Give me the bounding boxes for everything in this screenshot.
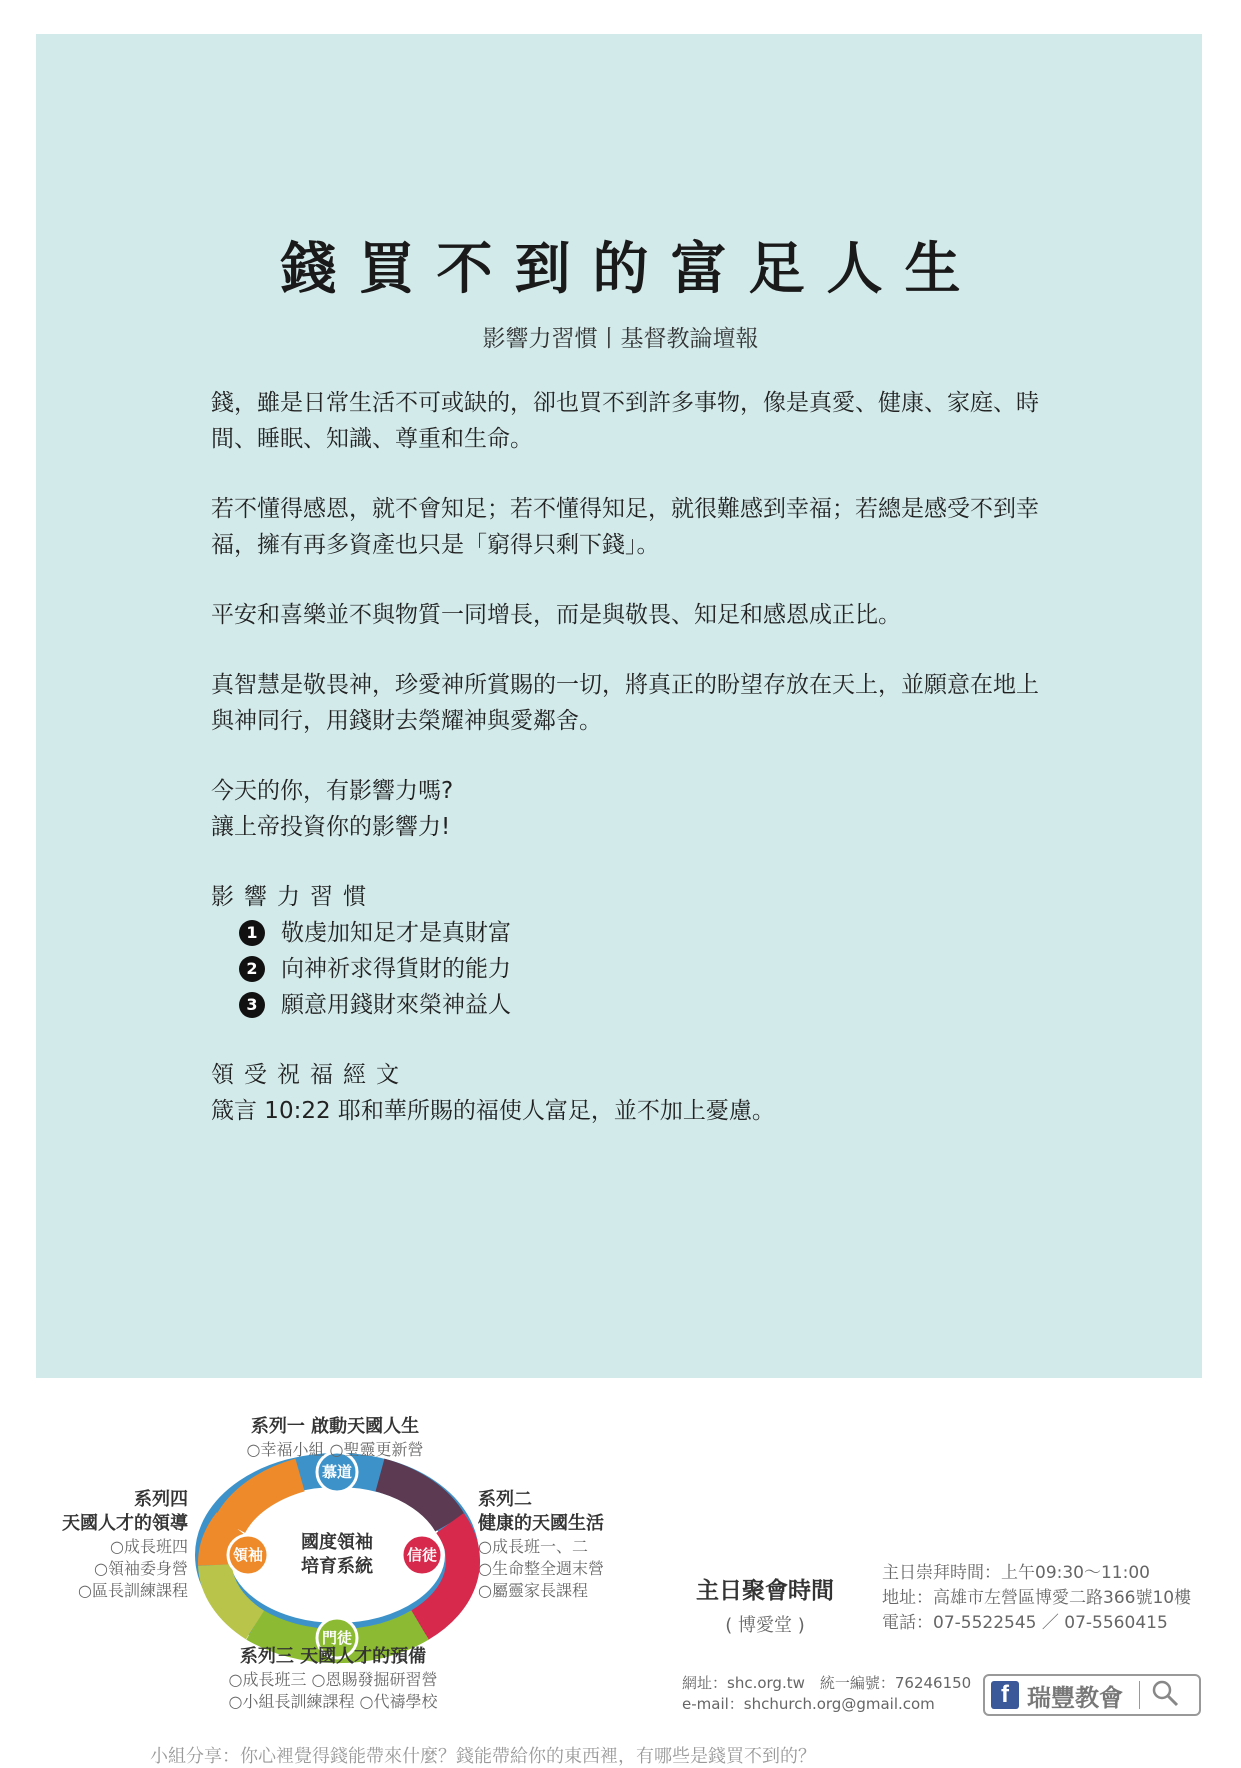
verse-section [211,1057,1041,1129]
center-line2: 培育系統 [301,1556,373,1577]
series-three [208,1645,458,1713]
paragraph: 錢，雖是日常生活不可或缺的，卻也買不到許多事物，像是真愛、健康、家庭、時間、睡眠、知識、尊重和生命。 [211,390,1039,452]
series-two [478,1488,604,1602]
web-info [682,1673,971,1715]
series-four-item: ○區長訓練課程 [78,1581,188,1600]
facebook-icon: f [991,1681,1019,1709]
ring-label-left: 領袖 [232,1546,264,1564]
facebook-search-box[interactable] [983,1674,1201,1716]
church-info [882,1561,1191,1636]
meeting-title: 主日聚會時間 [696,1578,834,1604]
ring-label-bottom: 門徒 [321,1629,353,1647]
paragraph: 平安和喜樂並不與物質一同增長，而是與敬畏、知足和感恩成正比。 [211,602,901,628]
series-one-title: 系列一 啟動天國人生 [250,1416,420,1437]
habits-heading: 影響力習慣 [211,884,376,910]
series-one [210,1415,460,1461]
address: 地址：高雄市左營區博愛二路366號10樓 [882,1588,1192,1608]
article-body [211,385,1041,1129]
habit-item [211,951,1041,987]
habit-text: 願意用錢財來榮神益人 [281,992,511,1018]
website: 網址：shc.org.tw 統一編號：76246150 [682,1674,972,1692]
habits-section [211,879,1041,1023]
question-block [211,773,1041,845]
phone: 電話：07-5522545 ／ 07-5560415 [882,1613,1168,1633]
email: e-mail：shchurch.org@gmail.com [682,1695,935,1713]
series-three-items-1: ○成長班三 ○恩賜發掘研習營 [228,1670,438,1689]
series-four-title-2: 天國人才的領導 [62,1513,188,1534]
number-badge-icon: 3 [239,992,265,1018]
series-one-items: ○幸福小組 ○聖靈更新營 [246,1440,424,1459]
question-text: 今天的你，有影響力嗎? [211,778,454,804]
series-three-items-2: ○小組長訓練課程 ○代禱學校 [228,1692,438,1711]
number-badge-icon: 2 [239,956,265,982]
facebook-page-name: 瑞豐教會 [1027,1683,1123,1712]
ring-label-top: 慕道 [321,1463,353,1481]
habit-text: 敬虔加知足才是真財富 [281,920,511,946]
ring-label-right: 信徒 [406,1546,438,1564]
series-two-title-1: 系列二 [478,1489,532,1510]
meeting-place: ( 博愛堂 ) [725,1615,805,1636]
series-two-item: ○成長班一、二 [478,1537,588,1556]
cut-off-text: 小組分享：你心裡覺得錢能帶來什麼？錢能帶給你的東西裡，有哪些是錢買不到的？ [150,1746,816,1767]
series-two-item: ○生命整全週末營 [478,1559,604,1578]
series-four [40,1488,188,1602]
series-four-title-1: 系列四 [134,1489,188,1510]
service-time: 主日崇拜時間：上午09:30～11:00 [882,1563,1150,1583]
number-badge-icon: 1 [239,920,265,946]
page-subtitle: 影響力習慣丨基督教論壇報 [482,326,759,352]
series-two-title-2: 健康的天國生活 [478,1513,604,1534]
series-four-item: ○成長班四 [110,1537,188,1556]
center-line1: 國度領袖 [301,1532,373,1553]
habit-item [211,915,1041,951]
page-title: 錢買不到的富足人生 [280,237,983,302]
paragraph: 若不懂得感恩，就不會知足；若不懂得知足，就很難感到幸福；若總是感受不到幸福，擁有再多資產也只是「窮得只剩下錢」。 [211,496,1039,558]
series-four-item: ○領袖委身營 [94,1559,188,1578]
series-two-item: ○屬靈家長課程 [478,1581,588,1600]
invite-text: 讓上帝投資你的影響力! [211,814,451,840]
meeting-block [690,1572,840,1637]
verse-heading: 領受祝福經文 [211,1062,409,1088]
series-three-title: 系列三 天國人才的預備 [239,1646,427,1667]
habit-item [211,987,1041,1023]
search-icon[interactable] [1150,1678,1180,1712]
verse-text: 箴言 10:22 耶和華所賜的福使人富足，並不加上憂慮。 [211,1098,775,1124]
habit-text: 向神祈求得貨財的能力 [281,956,511,982]
ring-segment-purple [380,1475,450,1523]
paragraph: 真智慧是敬畏神，珍愛神所賞賜的一切，將真正的盼望存放在天上，並願意在地上與神同行，用錢財去榮耀神與愛鄰舍。 [211,672,1039,734]
divider [1139,1681,1140,1709]
